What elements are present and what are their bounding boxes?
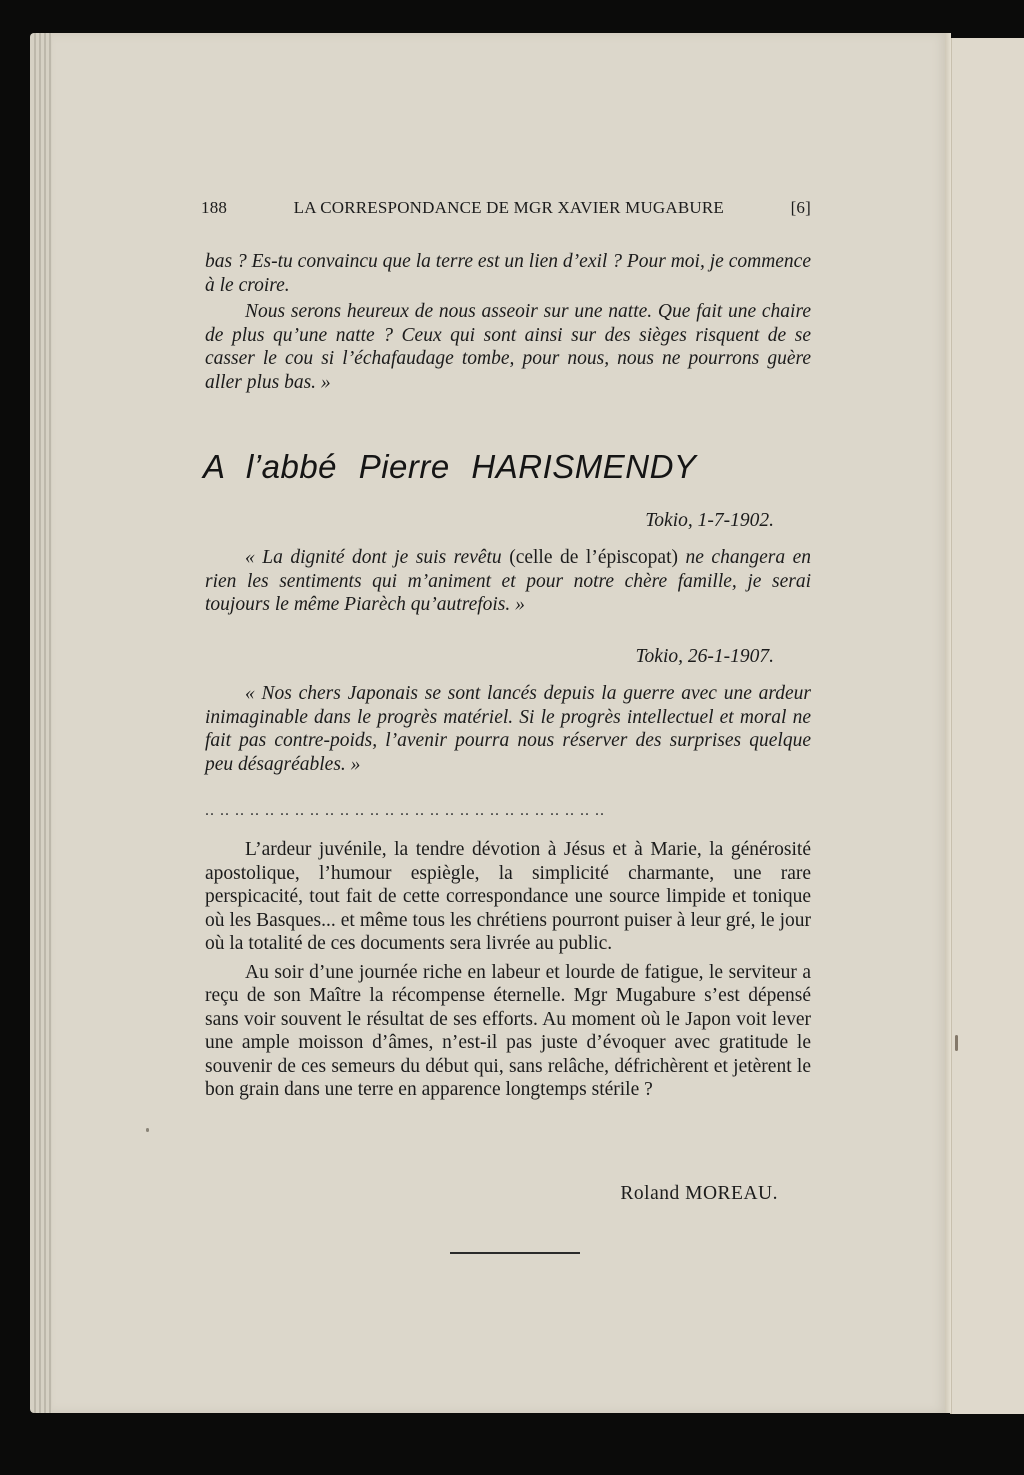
paragraph: L’ardeur juvénile, la tendre dévotion à Jésus et à Marie, la générosité apostolique, l’humour espiègle, la simplicité charmante, une rare perspicacité, tout fait de cette correspondance une source limpide et tonique où les Basques... et même tous les chrétiens pourront puiser à leur gré, le jour où la totalité de ces documents sera livrée au public. (205, 839, 811, 954)
paragraph: bas ? Es-tu convaincu que la terre est un lien d’exil ? Pour moi, je commence à le croire. (205, 251, 811, 296)
book-gutter (945, 33, 951, 1413)
page-number: 188 (201, 198, 228, 217)
paragraph: Au soir d’une journée riche en labeur et lourde de fatigue, le serviteur a reçu de son Maître la récompense éternelle. Mgr Mugabure s’est dépensé sans voir souvent le résultat de ses efforts. Au moment où le Japon voit lever une ample moisson d’âmes, n’est-il pas juste d’évoquer avec gratitude le souvenir de ces semeurs du début qui, sans relâche, défrichèrent et jetèrent le bon grain dans une terre en apparence longtemps stérile ? (205, 961, 811, 1100)
running-header (201, 198, 811, 218)
letter-excerpt (205, 682, 811, 776)
letter-excerpt (205, 546, 811, 617)
section-marker: [6] (790, 198, 811, 217)
letter-text: ne changera en rien les sentiments qui m’animent et pour notre chère famille, je serai toujours le même Piarèch qu’autrefois. » (205, 547, 811, 615)
conclusion (205, 838, 811, 1102)
section-heading: A l’abbé Pierre HARISMENDY (203, 448, 697, 485)
author-signature: Roland MOREAU. (620, 1183, 778, 1204)
facing-page-edge (950, 38, 1024, 1414)
running-title: LA CORRESPONDANCE DE MGR XAVIER MUGABURE (293, 198, 725, 217)
paragraph: Nous serons heureux de nous asseoir sur une natte. Que fait une chaire de plus qu’une natte ? Ceux qui sont ainsi sur des sièges risquent de se casser le cou si l’échafaudage tombe, pour nous, nous ne pourrons guère aller plus bas. » (205, 301, 811, 393)
letter-text: « La dignité dont je suis revêtu (245, 547, 510, 568)
paragraph (205, 546, 811, 617)
continued-letter (205, 250, 811, 394)
dateline: Tokio, 1-7-1902. (645, 510, 774, 531)
ink-smudge (955, 1035, 958, 1051)
margin-mark (146, 1128, 149, 1132)
letter-text-aside: (celle de l’épiscopat) (509, 547, 686, 568)
ellipsis-separator: .. .. .. .. .. .. .. .. .. .. .. .. .. .. .. .. .. .. .. .. .. .. .. .. .. .. .. (205, 802, 605, 819)
end-rule (450, 1252, 580, 1254)
paragraph: « Nos chers Japonais se sont lancés depuis la guerre avec une ardeur inimaginable dans le progrès matériel. Si le progrès intellectuel et moral ne fait pas contre-poids, l’avenir pourra nous réserver des surprises quelque peu désagréables. » (205, 683, 811, 775)
dateline: Tokio, 26-1-1907. (635, 646, 774, 667)
